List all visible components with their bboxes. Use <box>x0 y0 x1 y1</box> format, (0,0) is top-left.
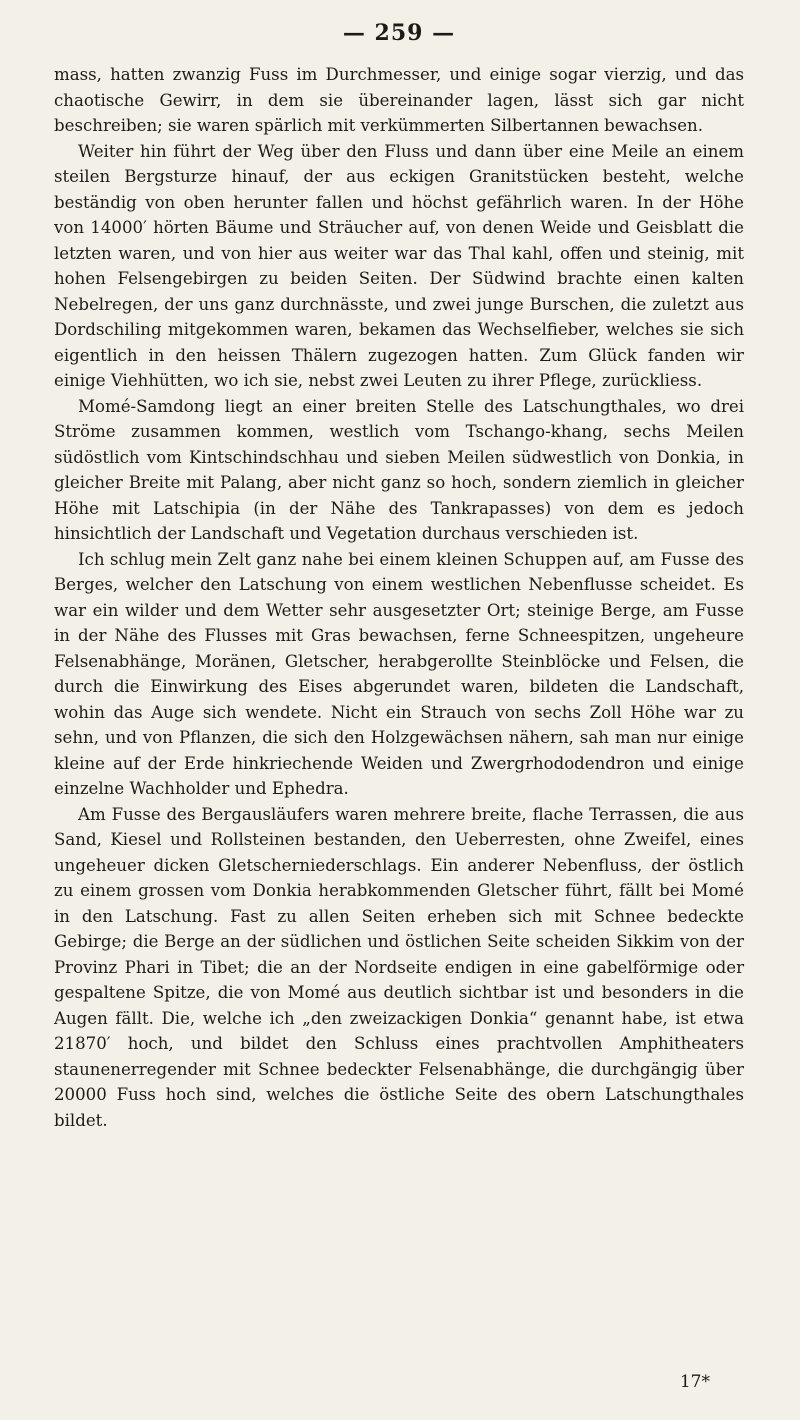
signature-mark: 17* <box>679 1372 710 1392</box>
paragraph: Weiter hin führt der Weg über den Fluss und dann über eine Meile an einem steilen Bergsturze hinauf, der aus eckigen Granitstücken besteht, welche beständig von oben herunter fallen und höchst gefährlich waren. In der Höhe von 14000′ hörten Bäume und Sträucher auf, von denen Weide und Geisblatt die letzten waren, und von hier aus weiter war das Thal kahl, offen und steinig, mit hohen Felsengebirgen zu beiden Seiten. Der Südwind brachte einen kalten Nebelregen, der uns ganz durchnässte, und zwei junge Burschen, die zuletzt aus Dordschiling mitgekommen waren, bekamen das Wechselfieber, welches sie sich eigentlich in den heissen Thälern zugezogen hatten. Zum Glück fanden wir einige Viehhütten, wo ich sie, nebst zwei Leuten zu ihrer Pflege, zurückliess. <box>54 141 744 390</box>
text-body <box>54 62 744 1133</box>
paragraph: Ich schlug mein Zelt ganz nahe bei einem kleinen Schuppen auf, am Fusse des Berges, welcher den Latschung von einem westlichen Nebenflusse scheidet. Es war ein wilder und dem Wetter sehr ausgesetzter Ort; steinige Berge, am Fusse in der Nähe des Flusses mit Gras bewachsen, ferne Schneespitzen, ungeheure Felsenabhänge, Moränen, Gletscher, herabgerollte Steinblöcke und Felsen, die durch die Einwirkung des Eises abgerundet waren, bildeten die Landschaft, wohin das Auge sich wendete. Nicht ein Strauch von sechs Zoll Höhe war zu sehn, und von Pflanzen, die sich den Holzgewächsen nähern, sah man nur einige kleine auf der Erde hinkriechende Weiden und Zwergrhododendron und einige einzelne Wachholder und Ephedra. <box>54 549 744 798</box>
paragraph: mass, hatten zwanzig Fuss im Durchmesser, und einige sogar vierzig, und das chaotische Gewirr, in dem sie übereinander lagen, lässt sich gar nicht beschreiben; sie waren spärlich mit verkümmerten Silbertannen bewachsen. <box>54 65 744 135</box>
page-number: — 259 — <box>342 20 456 46</box>
paragraph: Momé-Samdong liegt an einer breiten Stelle des Latschungthales, wo drei Ströme zusammen kommen, westlich vom Tschango-khang, sechs Meilen südöstlich vom Kintschindschhau und sieben Meilen südwestlich von Donkia, in gleicher Breite mit Palang, aber nicht ganz so hoch, sondern ziemlich in gleicher Höhe mit Latschipia (in der Nähe des Tankrapasses) von dem es jedoch hinsichtlich der Landschaft und Vegetation durchaus verschieden ist. <box>54 396 744 543</box>
paragraph: Am Fusse des Bergausläufers waren mehrere breite, flache Terrassen, die aus Sand, Kiesel und Rollsteinen bestanden, den Ueberresten, ohne Zweifel, eines ungeheuer dicken Gletscherniederschlags. Ein anderer Nebenfluss, der östlich zu einem grossen vom Donkia herabkommenden Gletscher führt, fällt bei Momé in den Latschung. Fast zu allen Seiten erheben sich mit Schnee bedeckte Gebirge; die Berge an der südlichen und östlichen Seite scheiden Sikkim von der Provinz Phari in Tibet; die an der Nordseite endigen in eine gabelförmige oder gespaltene Spitze, die von Momé aus deutlich sichtbar ist und besonders in die Augen fällt. Die, welche ich „den zweizackigen Donkia“ genannt habe, ist etwa 21870′ hoch, und bildet den Schluss eines prachtvollen Amphitheaters staunenerregender mit Schnee bedeckter Felsenabhänge, die durchgängig über 20000 Fuss hoch sind, welches die östliche Seite des obern Latschungthales bildet. <box>54 804 744 1130</box>
